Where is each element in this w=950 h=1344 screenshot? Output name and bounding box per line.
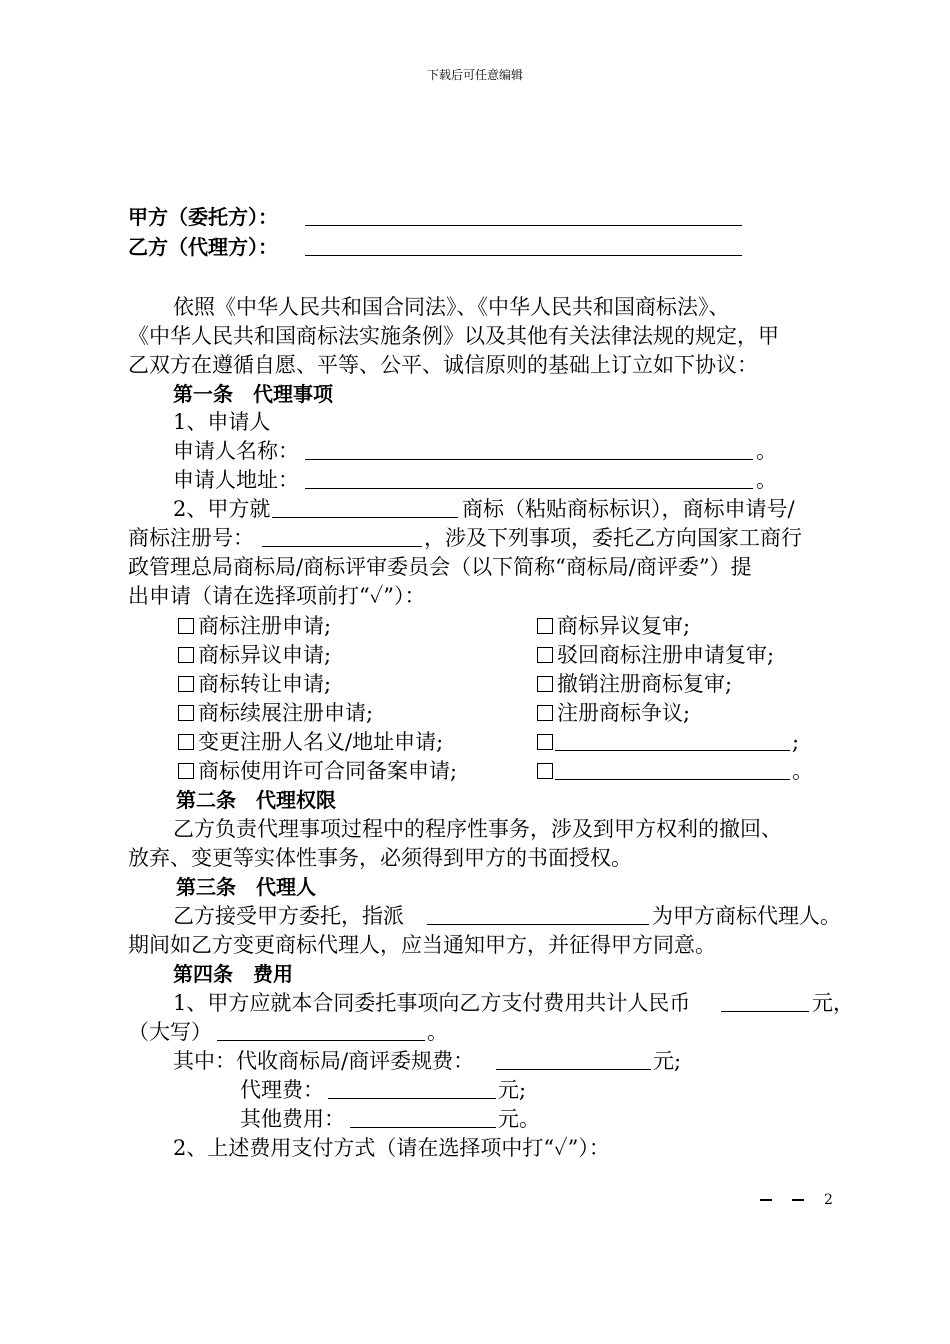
total-fee-unit: 元， <box>812 991 854 1015</box>
page-number: 2 <box>824 1192 833 1208</box>
agency-fee-blank[interactable] <box>328 1076 496 1099</box>
applicant-address-label: 申请人地址： <box>173 468 299 492</box>
agency-fee-label: 代理费： <box>240 1078 324 1102</box>
party-a-blank[interactable] <box>305 203 742 226</box>
official-fee-unit: 元; <box>653 1049 682 1073</box>
article-1-title: 第一条 代理事项 <box>173 382 333 406</box>
option-other-1[interactable] <box>537 728 557 757</box>
option-change-name-address[interactable]: 变更注册人名义/地址申请; <box>178 728 443 757</box>
total-fee-capital-blank[interactable] <box>217 1018 425 1041</box>
agency-fee-unit: 元; <box>498 1078 527 1102</box>
party-a-label: 甲方（委托方）： <box>128 205 278 229</box>
article-3-prefix: 乙方接受甲方委托，指派 <box>173 904 404 928</box>
applicant-name-end: 。 <box>756 439 777 463</box>
page-header: 下载后可任意编辑 <box>426 68 523 82</box>
checkbox-icon[interactable] <box>537 647 553 663</box>
reg-no-tail: ，涉及下列事项，委托乙方向国家工商行 <box>424 526 802 550</box>
checkbox-icon[interactable] <box>178 763 194 779</box>
total-fee-blank[interactable] <box>721 989 809 1012</box>
checkbox-icon[interactable] <box>537 676 553 692</box>
intro-line-1: 依照《中华人民共和国合同法》、《中华人民共和国商标法》、 <box>173 295 730 319</box>
item-2-line-4: 出申请（请在选择项前打“✓”）： <box>128 584 426 608</box>
checkbox-icon[interactable] <box>178 618 194 634</box>
checkbox-icon[interactable] <box>178 705 194 721</box>
option-opposition-review[interactable]: 商标异议复审; <box>537 612 690 641</box>
checkbox-icon[interactable] <box>537 705 553 721</box>
official-fee-label: 其中：代收商标局/商评委规费： <box>173 1049 475 1073</box>
article-3-title: 第三条 代理人 <box>176 875 316 899</box>
applicant-name-blank[interactable] <box>305 437 753 460</box>
article-2-line-1: 乙方负责代理事项过程中的程序性事务，涉及到甲方权利的撤回、 <box>173 817 782 841</box>
total-fee-prefix: 1、甲方应就本合同委托事项向乙方支付费用共计人民币 <box>173 991 691 1015</box>
option-other-1-end: ; <box>792 730 800 754</box>
checkbox-icon[interactable] <box>178 676 194 692</box>
applicant-address-blank[interactable] <box>305 466 753 489</box>
other-fee-blank[interactable] <box>350 1105 496 1128</box>
option-other-2-end: 。 <box>792 759 813 783</box>
checkbox-icon[interactable] <box>537 763 553 779</box>
official-fee-blank[interactable] <box>496 1047 651 1070</box>
checkbox-icon[interactable] <box>178 647 194 663</box>
total-fee-capital-label: （大写） <box>128 1020 212 1044</box>
applicant-address-end: 。 <box>756 468 777 492</box>
page-footer <box>760 1192 833 1208</box>
applicant-heading: 1、申请人 <box>173 410 271 434</box>
checkbox-icon[interactable] <box>537 618 553 634</box>
option-trademark-registration[interactable]: 商标注册申请; <box>178 612 331 641</box>
option-other-1-blank[interactable] <box>555 728 790 751</box>
reg-no-blank[interactable] <box>262 524 422 547</box>
checkbox-icon[interactable] <box>537 734 553 750</box>
option-transfer[interactable]: 商标转让申请; <box>178 670 331 699</box>
article-3-line-2: 期间如乙方变更商标代理人，应当通知甲方，并征得甲方同意。 <box>128 933 716 957</box>
article-2-title: 第二条 代理权限 <box>176 788 336 812</box>
article-2-line-2: 放弃、变更等实体性事务，必须得到甲方的书面授权。 <box>128 846 632 870</box>
option-cancellation-review[interactable]: 撤销注册商标复审; <box>537 670 732 699</box>
article-4-title: 第四条 费用 <box>173 962 293 986</box>
article-3-suffix: 为甲方商标代理人。 <box>652 904 841 928</box>
total-fee-capital-end: 。 <box>427 1020 448 1044</box>
applicant-name-label: 申请人名称： <box>173 439 299 463</box>
item-2-suffix: 商标（粘贴商标标识），商标申请号/ <box>462 497 795 521</box>
item-2-line-3: 政管理总局商标局/商标评审委员会（以下简称“商标局/商评委”）提 <box>128 555 752 579</box>
option-other-2[interactable] <box>537 757 557 786</box>
trademark-blank[interactable] <box>272 495 458 518</box>
intro-line-3: 乙双方在遵循自愿、平等、公平、诚信原则的基础上订立如下协议： <box>128 353 758 377</box>
option-opposition[interactable]: 商标异议申请; <box>178 641 331 670</box>
item-2-prefix: 2、甲方就 <box>173 497 271 521</box>
party-b-blank[interactable] <box>305 233 742 256</box>
other-fee-label: 其他费用： <box>240 1107 345 1131</box>
agent-name-blank[interactable] <box>427 902 649 925</box>
option-license-filing[interactable]: 商标使用许可合同备案申请; <box>178 757 457 786</box>
checkbox-icon[interactable] <box>178 734 194 750</box>
option-dispute[interactable]: 注册商标争议; <box>537 699 690 728</box>
intro-line-2: 《中华人民共和国商标法实施条例》以及其他有关法律法规的规定，甲 <box>128 324 779 348</box>
payment-method-line: 2、上述费用支付方式（请在选择项中打“✓”）： <box>173 1136 610 1160</box>
footer-dash <box>792 1199 804 1201</box>
other-fee-unit: 元。 <box>498 1107 540 1131</box>
option-rejection-review[interactable]: 驳回商标注册申请复审; <box>537 641 774 670</box>
footer-dash <box>760 1199 772 1201</box>
party-b-label: 乙方（代理方）： <box>128 235 278 259</box>
reg-no-label: 商标注册号： <box>128 526 254 550</box>
option-other-2-blank[interactable] <box>555 757 790 780</box>
option-renewal[interactable]: 商标续展注册申请; <box>178 699 373 728</box>
